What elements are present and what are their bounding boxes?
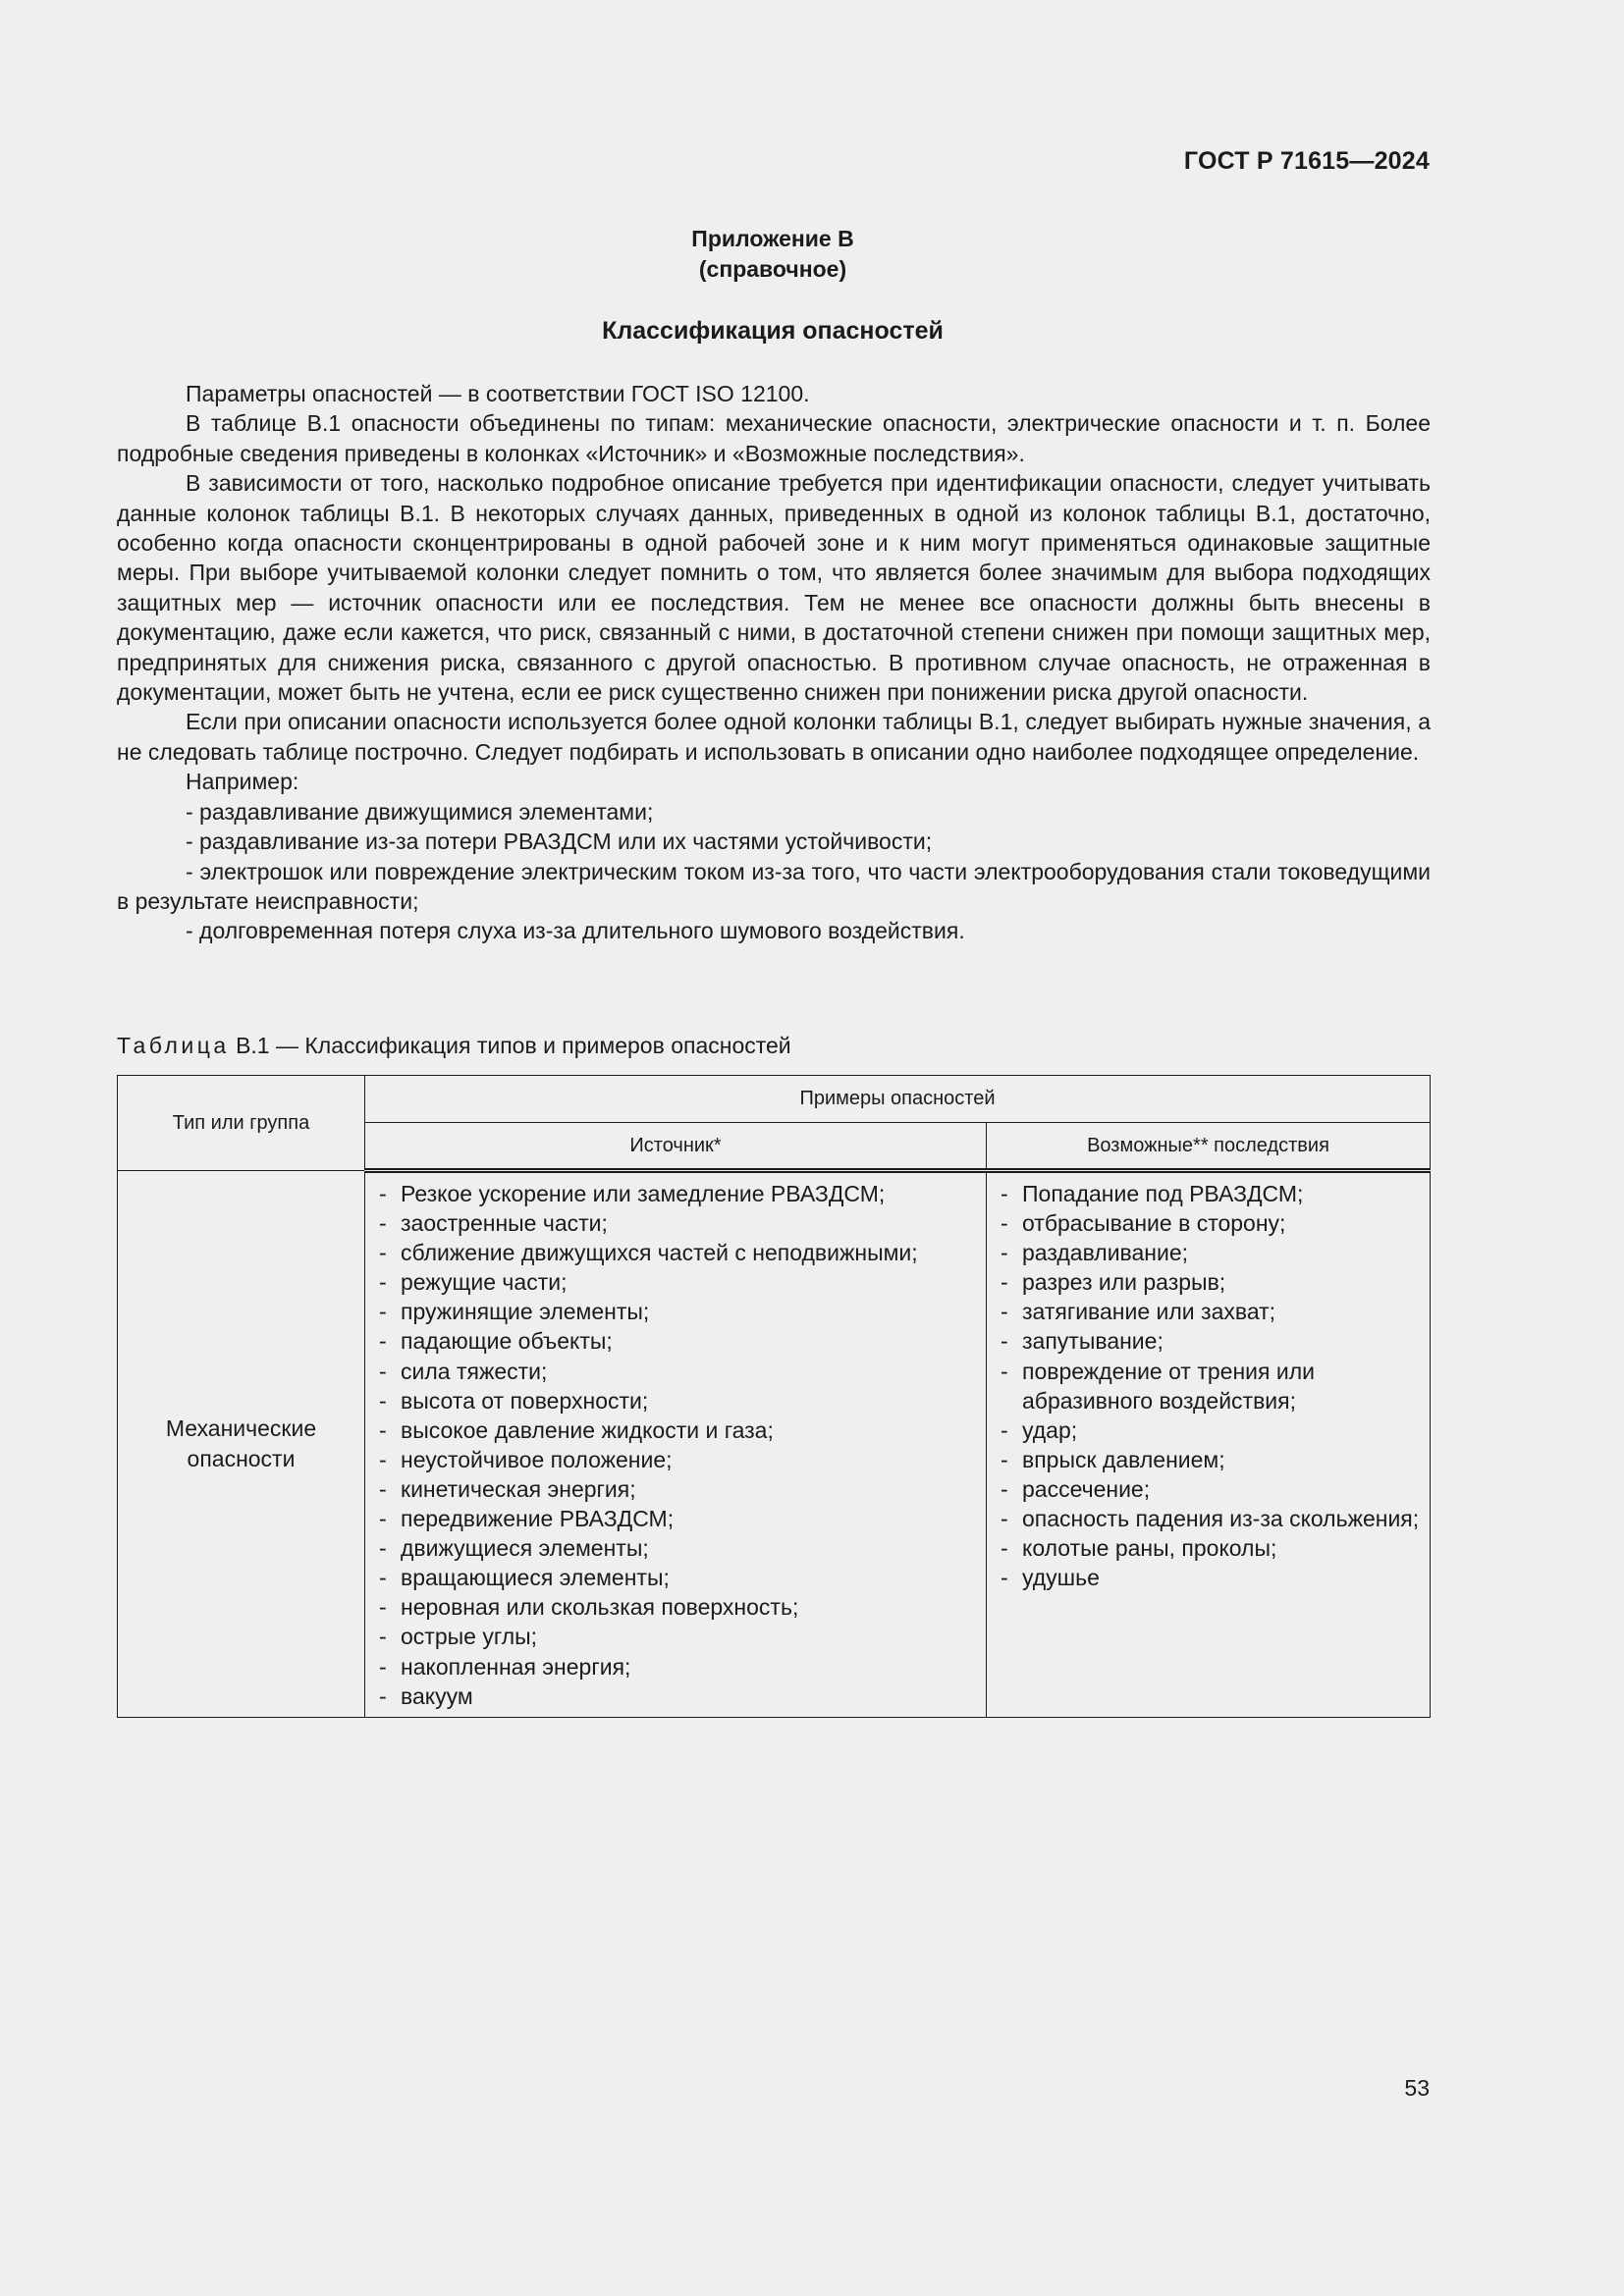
paragraph: Параметры опасностей — в соответствии ГОСТ ISO 12100. xyxy=(186,381,810,406)
consequences-list xyxy=(1001,1179,1420,1592)
header-type: Тип или группа xyxy=(118,1076,365,1171)
annex-status: (справочное) xyxy=(698,256,847,282)
annex-heading xyxy=(0,224,1545,285)
group-label: Механические опасности xyxy=(165,1415,317,1471)
list-item: - повреждение от трения или абразивного воздействия; xyxy=(1001,1357,1420,1415)
list-item: - Попадание под РВАЗДСМ; xyxy=(1001,1179,1420,1208)
list-item: - неустойчивое положение; xyxy=(379,1445,976,1474)
example-item: - долговременная потеря слуха из-за длительного шумового воздействия. xyxy=(186,918,965,944)
list-item: - вакуум xyxy=(379,1682,976,1711)
list-item: - кинетическая энергия; xyxy=(379,1474,976,1504)
list-item: - заостренные части; xyxy=(379,1208,976,1238)
table-caption-text: В.1 — Классификация типов и примеров опасностей xyxy=(229,1033,791,1058)
list-item: - накопленная энергия; xyxy=(379,1652,976,1682)
list-item: - удушье xyxy=(1001,1563,1420,1592)
paragraph: В зависимости от того, насколько подробное описание требуется при идентификации опасности, следует учитывать данные колонок таблицы В.1. В некоторых случаях данных, приведенных в одной из колонок таблицы В.1, достаточно, особенно когда опасности сконцентрированы в одной рабочей зоне и к ним могут применяться одинаковые защитные меры. При выборе учитываемой колонки следует помнить о том, что является более значимым для выбора подходящих защитных мер — источник опасности или ее последствия. Тем не менее все опасности должны быть внесены в документацию, даже если кажется, что риск, связанный с ними, в достаточной степени снижен при помощи защитных мер, предпринятых для снижения риска, связанного с другой опасностью. В противном случае опасность, не отраженная в документации, может быть не учтена, если ее риск существенно снижен при понижении риска другой опасности. xyxy=(117,470,1431,706)
list-item: - высокое давление жидкости и газа; xyxy=(379,1415,976,1445)
list-item: - опасность падения из-за скольжения; xyxy=(1001,1504,1420,1533)
source-list xyxy=(379,1179,976,1711)
consequences-cell xyxy=(987,1171,1431,1718)
list-item: - Резкое ускорение или замедление РВАЗДСМ; xyxy=(379,1179,976,1208)
list-item: - сближение движущихся частей с неподвижными; xyxy=(379,1238,976,1267)
table-row xyxy=(118,1171,1431,1718)
list-item: - режущие части; xyxy=(379,1267,976,1297)
hazards-table xyxy=(117,1075,1431,1718)
list-item: - острые углы; xyxy=(379,1622,976,1651)
group-cell xyxy=(118,1171,365,1718)
table-caption-label: Таблица xyxy=(117,1033,230,1058)
list-item: - затягивание или захват; xyxy=(1001,1297,1420,1326)
section-title: Классификация опасностей xyxy=(602,317,944,345)
list-item: - пружинящие элементы; xyxy=(379,1297,976,1326)
source-cell xyxy=(365,1171,987,1718)
list-item: - колотые раны, проколы; xyxy=(1001,1533,1420,1563)
list-item: - запутывание; xyxy=(1001,1326,1420,1356)
example-item: - раздавливание движущимися элементами; xyxy=(186,798,654,825)
example-item: - электрошок или повреждение электрическим током из-за того, что части электрооборудования стали токоведущими в результате неисправности; xyxy=(117,858,1431,914)
example-item: - раздавливание из-за потери РВАЗДСМ или их частями устойчивости; xyxy=(186,828,933,855)
list-item: - падающие объекты; xyxy=(379,1326,976,1356)
list-item: - вращающиеся элементы; xyxy=(379,1563,976,1592)
annex-title: Приложение В xyxy=(691,226,854,251)
list-item: - раздавливание; xyxy=(1001,1238,1420,1267)
header-examples: Примеры опасностей xyxy=(365,1076,1431,1123)
header-consequences: Возможные** последствия xyxy=(987,1123,1431,1171)
paragraph: Если при описании опасности используется более одной колонки таблицы В.1, следует выбирать нужные значения, а не следовать таблице построчно. Следует подбирать и использовать в описании одно наиболее подходящее определение. xyxy=(117,709,1431,765)
list-item: - сила тяжести; xyxy=(379,1357,976,1386)
list-item: - неровная или скользкая поверхность; xyxy=(379,1592,976,1622)
body-text xyxy=(117,379,1431,946)
header-source: Источник* xyxy=(365,1123,987,1171)
list-item: - отбрасывание в сторону; xyxy=(1001,1208,1420,1238)
table-caption xyxy=(117,1033,791,1059)
paragraph: Например: xyxy=(186,769,299,795)
list-item: - рассечение; xyxy=(1001,1474,1420,1504)
page-number: 53 xyxy=(1404,2075,1430,2101)
list-item: - удар; xyxy=(1001,1415,1420,1445)
list-item: - разрез или разрыв; xyxy=(1001,1267,1420,1297)
list-item: - впрыск давлением; xyxy=(1001,1445,1420,1474)
list-item: - движущиеся элементы; xyxy=(379,1533,976,1563)
list-item: - высота от поверхности; xyxy=(379,1386,976,1415)
paragraph: В таблице В.1 опасности объединены по типам: механические опасности, электрические опасности и т. п. Более подробные сведения приведены в колонках «Источник» и «Возможные последствия». xyxy=(117,410,1431,466)
list-item: - передвижение РВАЗДСМ; xyxy=(379,1504,976,1533)
document-code: ГОСТ Р 71615—2024 xyxy=(1183,147,1430,175)
